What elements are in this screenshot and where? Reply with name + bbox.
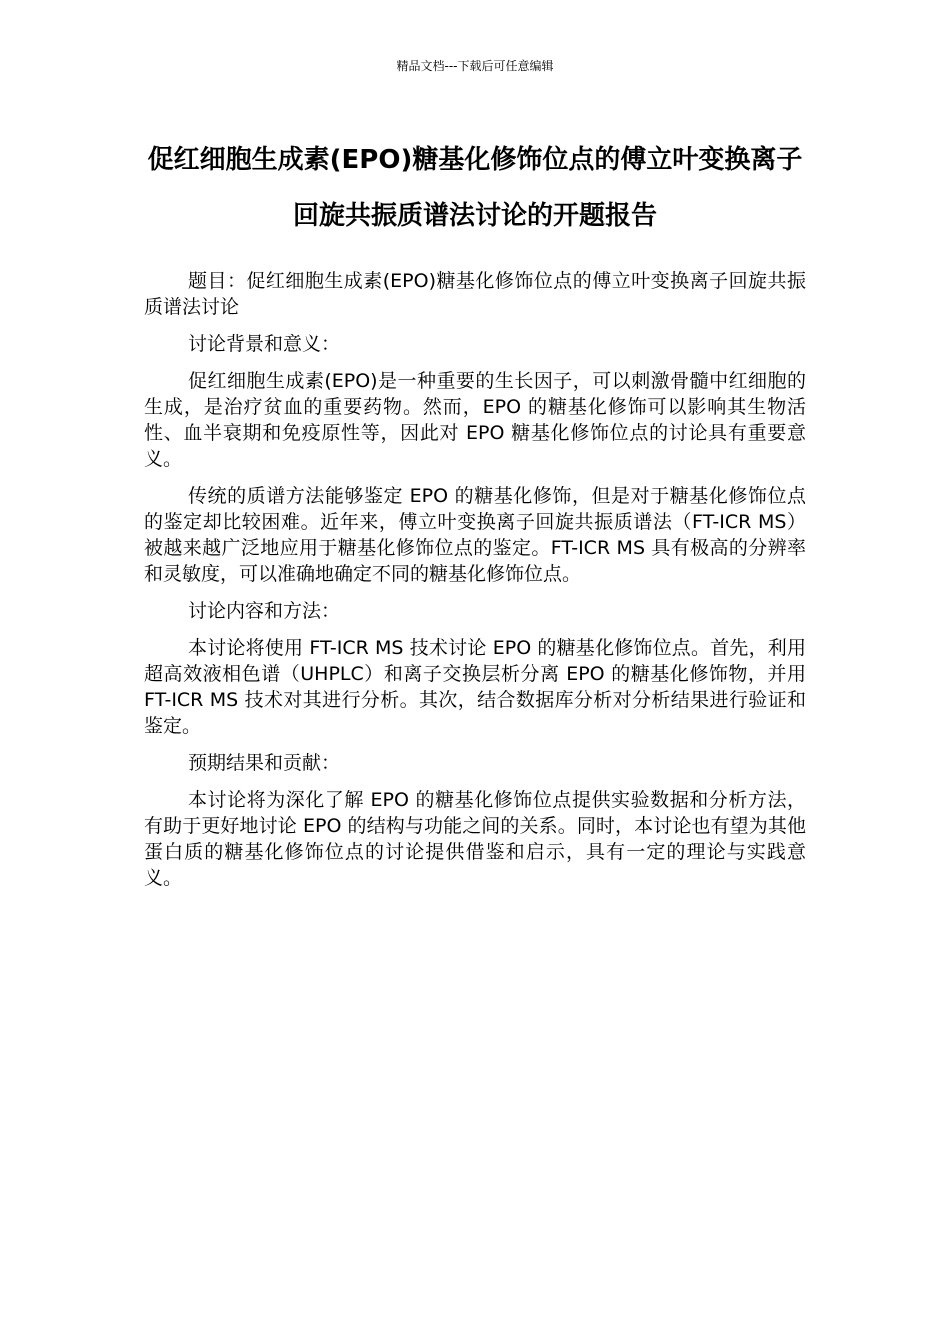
paragraph-methods-history: 传统的质谱方法能够鉴定 EPO 的糖基化修饰，但是对于糖基化修饰位点的鉴定却比较困难。近年来，傅立叶变换离子回旋共振质谱法（FT-ICR MS）被越来越广泛地应用于糖基化修饰位点的鉴定。FT-ICR MS 具有极高的分辨率和灵敏度，可以准确地确定不同的糖基化修饰位点。 (144, 485, 806, 585)
heading-expected-results: 预期结果和贡献： (188, 752, 341, 774)
paragraph-content-methods: 本讨论将使用 FT-ICR MS 技术讨论 EPO 的糖基化修饰位点。首先，利用超高效液相色谱（UHPLC）和离子交换层析分离 EPO 的糖基化修饰物，并用 FT-ICR MS 技术对其进行分析。其次，结合数据库分析对分析结果进行验证和鉴定。 (144, 637, 806, 737)
paragraph-expected-results: 本讨论将为深化了解 EPO 的糖基化修饰位点提供实验数据和分析方法，有助于更好地讨论 EPO 的结构与功能之间的关系。同时，本讨论也有望为其他蛋白质的糖基化修饰位点的讨论提供借鉴和启示，具有一定的理论与实践意义。 (144, 789, 806, 889)
document-body (144, 268, 806, 902)
paragraph-background: 促红细胞生成素(EPO)是一种重要的生长因子，可以刺激骨髓中红细胞的生成，是治疗贫血的重要药物。然而，EPO 的糖基化修饰可以影响其生物活性、血半衰期和免疫原性等，因此对 EPO 糖基化修饰位点的讨论具有重要意义。 (144, 370, 806, 470)
heading-content-methods: 讨论内容和方法： (188, 600, 341, 622)
paragraph-topic: 题目：促红细胞生成素(EPO)糖基化修饰位点的傅立叶变换离子回旋共振质谱法讨论 (144, 270, 806, 318)
heading-background: 讨论背景和意义： (188, 333, 341, 355)
header-note: 精品文档---下载后可任意编辑 (396, 59, 554, 73)
document-title: 促红细胞生成素(EPO)糖基化修饰位点的傅立叶变换离子回旋共振质谱法讨论的开题报告 (147, 145, 803, 231)
